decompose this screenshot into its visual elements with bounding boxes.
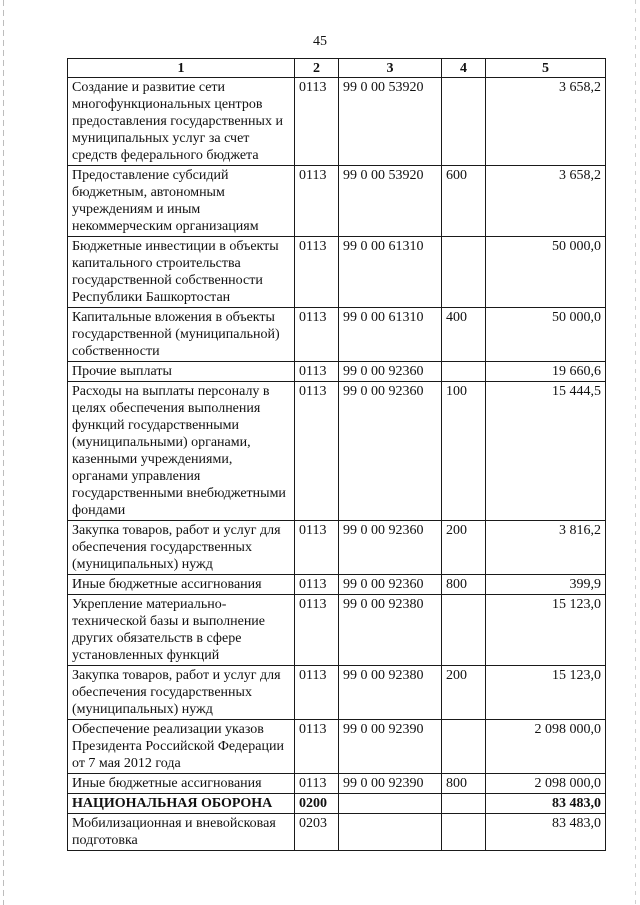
row-section-cell: 0113	[295, 308, 339, 362]
row-name-cell: Капитальные вложения в объекты государственной (муниципальной) собственности	[68, 308, 295, 362]
row-target-cell: 99 0 00 92360	[339, 382, 442, 521]
row-amount-cell: 15 123,0	[486, 595, 606, 666]
table-row	[68, 308, 606, 362]
table-row	[68, 794, 606, 814]
row-name-cell: НАЦИОНАЛЬНАЯ ОБОРОНА	[68, 794, 295, 814]
row-section-cell: 0113	[295, 595, 339, 666]
row-expense-type-cell: 100	[442, 382, 486, 521]
row-expense-type-cell: 200	[442, 666, 486, 720]
row-target-cell: 99 0 00 92380	[339, 595, 442, 666]
table-row	[68, 521, 606, 575]
budget-table	[67, 58, 606, 851]
row-name-cell: Закупка товаров, работ и услуг для обеспечения государственных (муниципальных) нужд	[68, 521, 295, 575]
row-target-cell	[339, 794, 442, 814]
table-row	[68, 595, 606, 666]
row-target-cell	[339, 814, 442, 851]
row-amount-cell: 2 098 000,0	[486, 774, 606, 794]
row-name-cell: Иные бюджетные ассигнования	[68, 774, 295, 794]
row-section-cell: 0203	[295, 814, 339, 851]
row-section-cell: 0113	[295, 166, 339, 237]
row-expense-type-cell: 800	[442, 575, 486, 595]
row-expense-type-cell	[442, 814, 486, 851]
row-section-cell: 0113	[295, 575, 339, 595]
row-expense-type-cell	[442, 720, 486, 774]
row-name-cell: Прочие выплаты	[68, 362, 295, 382]
row-section-cell: 0113	[295, 666, 339, 720]
row-target-cell: 99 0 00 61310	[339, 237, 442, 308]
row-name-cell: Закупка товаров, работ и услуг для обеспечения государственных (муниципальных) нужд	[68, 666, 295, 720]
column-header: 1	[68, 59, 295, 78]
table-row	[68, 382, 606, 521]
table-row	[68, 78, 606, 166]
row-expense-type-cell	[442, 237, 486, 308]
row-expense-type-cell	[442, 794, 486, 814]
row-expense-type-cell	[442, 362, 486, 382]
row-section-cell: 0113	[295, 720, 339, 774]
column-header: 4	[442, 59, 486, 78]
row-name-cell: Укрепление материально-технической базы и выполнение других обязательств в сфере установленных функций	[68, 595, 295, 666]
row-section-cell: 0113	[295, 382, 339, 521]
row-section-cell: 0113	[295, 362, 339, 382]
row-amount-cell: 399,9	[486, 575, 606, 595]
row-amount-cell: 3 816,2	[486, 521, 606, 575]
table-row	[68, 237, 606, 308]
row-expense-type-cell: 800	[442, 774, 486, 794]
table-row	[68, 774, 606, 794]
table-row	[68, 166, 606, 237]
table-row	[68, 720, 606, 774]
row-target-cell: 99 0 00 92380	[339, 666, 442, 720]
scan-edge-right	[635, 0, 636, 905]
row-section-cell: 0113	[295, 78, 339, 166]
row-amount-cell: 3 658,2	[486, 78, 606, 166]
table-header-row	[68, 59, 606, 78]
row-amount-cell: 83 483,0	[486, 794, 606, 814]
row-target-cell: 99 0 00 92360	[339, 575, 442, 595]
table-row	[68, 814, 606, 851]
row-amount-cell: 83 483,0	[486, 814, 606, 851]
scan-edge-left	[3, 0, 4, 905]
row-amount-cell: 15 444,5	[486, 382, 606, 521]
row-expense-type-cell	[442, 78, 486, 166]
row-name-cell: Обеспечение реализации указов Президента Российской Федерации от 7 мая 2012 года	[68, 720, 295, 774]
row-target-cell: 99 0 00 92360	[339, 521, 442, 575]
row-name-cell: Расходы на выплаты персоналу в целях обеспечения выполнения функций государственными (муниципальными) органами, казенными учреждениями, органами управления государственными внебюджетными фондами	[68, 382, 295, 521]
row-section-cell: 0113	[295, 237, 339, 308]
row-target-cell: 99 0 00 92390	[339, 774, 442, 794]
row-expense-type-cell: 200	[442, 521, 486, 575]
row-name-cell: Создание и развитие сети многофункциональных центров предоставления государственных и муниципальных услуг за счет средств федерального бюджета	[68, 78, 295, 166]
row-name-cell: Иные бюджетные ассигнования	[68, 575, 295, 595]
row-expense-type-cell	[442, 595, 486, 666]
row-amount-cell: 19 660,6	[486, 362, 606, 382]
row-target-cell: 99 0 00 92360	[339, 362, 442, 382]
row-name-cell: Предоставление субсидий бюджетным, автономным учреждениям и иным некоммерческим организациям	[68, 166, 295, 237]
table-row	[68, 666, 606, 720]
row-section-cell: 0200	[295, 794, 339, 814]
row-target-cell: 99 0 00 53920	[339, 166, 442, 237]
column-header: 2	[295, 59, 339, 78]
column-header: 5	[486, 59, 606, 78]
table-row	[68, 362, 606, 382]
table-row	[68, 575, 606, 595]
row-target-cell: 99 0 00 61310	[339, 308, 442, 362]
row-section-cell: 0113	[295, 774, 339, 794]
row-amount-cell: 50 000,0	[486, 308, 606, 362]
row-expense-type-cell: 600	[442, 166, 486, 237]
column-header: 3	[339, 59, 442, 78]
row-amount-cell: 3 658,2	[486, 166, 606, 237]
row-amount-cell: 2 098 000,0	[486, 720, 606, 774]
row-amount-cell: 15 123,0	[486, 666, 606, 720]
row-target-cell: 99 0 00 92390	[339, 720, 442, 774]
row-target-cell: 99 0 00 53920	[339, 78, 442, 166]
page-number: 45	[313, 34, 327, 49]
row-name-cell: Мобилизационная и вневойсковая подготовка	[68, 814, 295, 851]
row-name-cell: Бюджетные инвестиции в объекты капитального строительства государственной собственности Республики Башкортостан	[68, 237, 295, 308]
row-amount-cell: 50 000,0	[486, 237, 606, 308]
row-expense-type-cell: 400	[442, 308, 486, 362]
row-section-cell: 0113	[295, 521, 339, 575]
